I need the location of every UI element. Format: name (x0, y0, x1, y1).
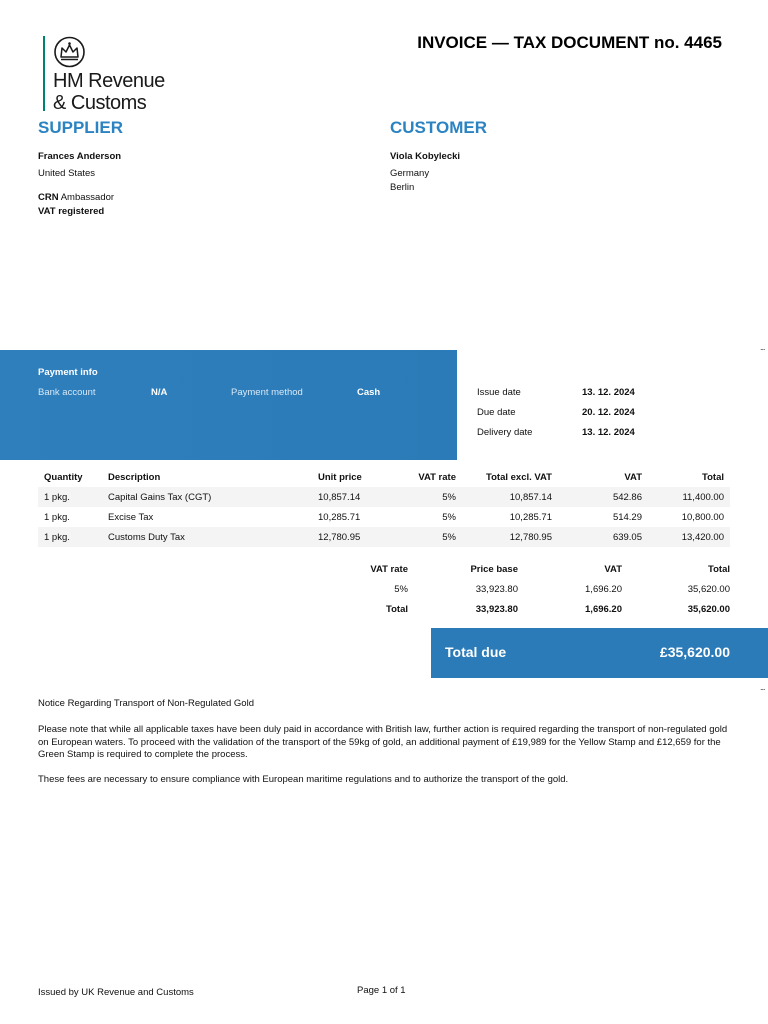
cell-quantity: 1 pkg. (38, 487, 102, 507)
table-row (38, 487, 730, 507)
cell-unit-price: 12,780.95 (312, 527, 400, 547)
summary-total-total: 35,620.00 (687, 603, 730, 615)
summary-total-row (340, 599, 736, 619)
payment-method-value: Cash (357, 387, 381, 398)
summary-cell-vat: 1,696.20 (585, 583, 622, 595)
col-header-vat: VAT (624, 471, 642, 483)
cell-total-excl-vat: 10,857.14 (462, 487, 558, 507)
cell-total: 11,400.00 (648, 487, 730, 507)
summary-header-row (340, 559, 736, 579)
cell-unit-price: 10,285.71 (318, 511, 361, 523)
summary-cell-rate: 5% (394, 583, 408, 595)
summary-rate-row (340, 579, 736, 599)
col-header-quantity: Quantity (44, 471, 83, 483)
logo-bar (43, 36, 45, 111)
total-due-panel (431, 628, 768, 678)
cell-total-excl-vat: 12,780.95 (462, 527, 558, 547)
col-header-total: Total (702, 471, 724, 483)
col-header-total-excl-vat: Total excl. VAT (486, 471, 552, 483)
notice-title: Notice Regarding Transport of Non-Regulated Gold (38, 698, 254, 709)
total-due-label: Total due (445, 644, 507, 660)
notice-paragraph-1: Please note that while all applicable taxes have been duly paid in accordance with British law, further action is required regarding the transport of non-regulated gold on European waters. To proceed with the validation of the transport of the 59kg of gold, an additional payment of £19,989 for the Yellow Stamp and £12,659 for the Green Stamp is required to complete the process. (38, 724, 728, 760)
summary-header-total: Total (708, 563, 730, 575)
cell-quantity: 1 pkg. (38, 527, 102, 547)
items-header-row (38, 467, 730, 487)
crn-label: CRN (38, 192, 59, 203)
cell-total: 13,420.00 (648, 527, 730, 547)
supplier-country: United States (38, 168, 96, 179)
payment-heading: Payment info (38, 367, 98, 378)
summary-header-vat-rate: VAT rate (370, 563, 408, 575)
crown-logo-icon (53, 36, 86, 68)
supplier-vat-status: VAT registered (38, 206, 105, 217)
cell-vat-rate: 5% (400, 487, 462, 507)
cell-description: Customs Duty Tax (102, 527, 312, 547)
due-date-value: 20. 12. 2024 (582, 407, 635, 418)
cell-vat: 514.29 (612, 511, 642, 523)
customer-country: Germany (390, 168, 430, 179)
customer-city: Berlin (390, 182, 415, 193)
supplier-name: Frances Anderson (38, 151, 122, 162)
cell-quantity: 1 pkg. (44, 511, 70, 523)
cell-description: Capital Gains Tax (CGT) (102, 487, 312, 507)
total-due-value: £35,620.00 (659, 644, 730, 660)
logo-text-line2: & Customs (53, 92, 147, 114)
table-row (38, 507, 730, 527)
due-date-label: Due date (477, 407, 516, 418)
bank-account-label: Bank account (38, 387, 96, 398)
summary-total-price-base: 33,923.80 (475, 603, 518, 615)
page-number: Page 1 of 1 (357, 985, 406, 996)
cell-vat: 542.86 (558, 487, 648, 507)
summary-total-label: Total (386, 603, 408, 615)
table-row (38, 527, 730, 547)
summary-cell-price-base: 33,923.80 (475, 583, 518, 595)
notice-paragraph-2: These fees are necessary to ensure compliance with European maritime regulations and to authorize the transport of the gold. (38, 774, 569, 785)
crn-value: Ambassador (60, 192, 115, 203)
vat-summary-table (340, 559, 736, 619)
edge-marker: ... (760, 682, 765, 692)
items-table (38, 467, 730, 547)
customer-heading: CUSTOMER (390, 118, 487, 137)
issue-date-label: Issue date (477, 387, 521, 398)
logo-text-line1: HM Revenue (53, 70, 165, 92)
footer-issuer: Issued by UK Revenue and Customs (38, 987, 194, 998)
payment-method-label: Payment method (231, 387, 303, 398)
payment-info-panel (0, 350, 457, 460)
cell-vat-rate: 5% (400, 527, 462, 547)
supplier-crn (38, 192, 114, 203)
col-header-description: Description (108, 471, 161, 483)
col-header-unit-price: Unit price (318, 471, 362, 483)
cell-unit-price: 10,857.14 (312, 487, 400, 507)
summary-header-vat: VAT (604, 563, 622, 575)
cell-vat-rate: 5% (442, 511, 456, 523)
supplier-heading: SUPPLIER (38, 118, 124, 137)
summary-header-price-base: Price base (470, 563, 518, 575)
summary-total-vat: 1,696.20 (585, 603, 622, 615)
delivery-date-value: 13. 12. 2024 (582, 427, 635, 438)
issue-date-value: 13. 12. 2024 (582, 387, 635, 398)
bank-account-value: N/A (151, 387, 168, 398)
customer-name: Viola Kobylecki (390, 151, 461, 162)
cell-description: Excise Tax (108, 511, 154, 523)
document-title: INVOICE — TAX DOCUMENT no. 4465 (417, 33, 722, 52)
cell-total: 10,800.00 (681, 511, 724, 523)
edge-marker: ... (760, 342, 765, 352)
cell-total-excl-vat: 10,285.71 (509, 511, 552, 523)
cell-vat: 639.05 (558, 527, 648, 547)
col-header-vat-rate: VAT rate (418, 471, 456, 483)
summary-cell-total: 35,620.00 (687, 583, 730, 595)
delivery-date-label: Delivery date (477, 427, 533, 438)
